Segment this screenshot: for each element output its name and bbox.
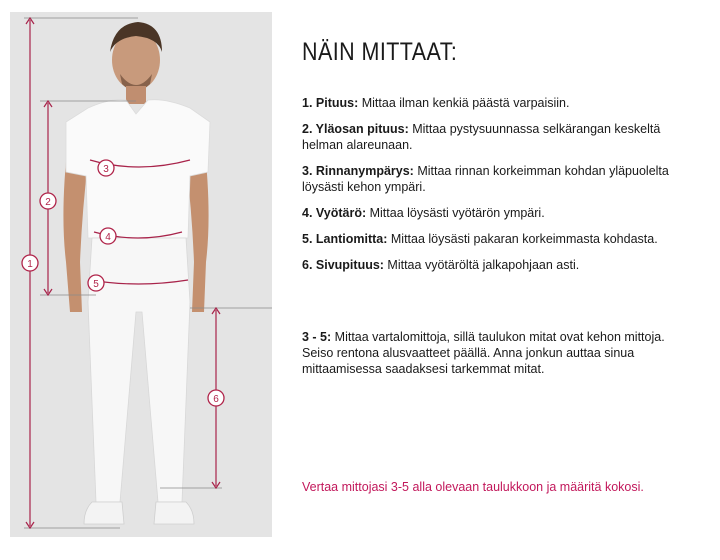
instruction-waist	[302, 205, 682, 221]
instruction-height	[302, 95, 682, 111]
note-text: Mittaa vartalomittoja, sillä taulukon mitat ovat kehon mittoja. Seiso rentona alusvaatteet päällä. Anna jonkun auttaa sinua mittaamisessa saadaksesi tarkemmat mitat.	[302, 330, 665, 376]
svg-text:1: 1	[27, 259, 33, 270]
marker-4	[100, 228, 116, 244]
instruction-hip	[302, 231, 682, 247]
instruction-chest	[302, 163, 682, 195]
svg-text:3: 3	[103, 164, 109, 175]
model-photo	[10, 12, 272, 537]
instruction-text: Mittaa löysästi vyötärön ympäri.	[366, 206, 545, 220]
marker-5	[88, 275, 104, 291]
model-right-shoe	[154, 502, 194, 524]
instruction-text: Mittaa löysästi pakaran korkeimmasta kohdasta.	[387, 232, 658, 246]
marker-3	[98, 160, 114, 176]
measurement-instructions	[302, 95, 682, 283]
instruction-label: 2. Yläosan pituus:	[302, 122, 409, 136]
body-measurement-note	[302, 329, 687, 377]
instruction-label: 1. Pituus:	[302, 96, 359, 110]
instruction-text: Mittaa rinnan korkeimman kohdan yläpuolelta löysästi kehon ympäri.	[302, 164, 669, 194]
size-compare-note: Vertaa mittojasi 3-5 alla olevaan taulukkoon ja määritä kokosi.	[302, 480, 644, 494]
instruction-label: 4. Vyötärö:	[302, 206, 367, 220]
svg-text:2: 2	[45, 197, 51, 208]
model-trousers	[88, 238, 190, 502]
marker-1	[22, 255, 38, 271]
svg-text:4: 4	[105, 232, 111, 243]
marker-6	[208, 390, 224, 406]
instruction-label: 6. Sivupituus:	[302, 258, 384, 272]
svg-text:6: 6	[213, 394, 219, 405]
svg-text:5: 5	[93, 279, 99, 290]
page-title: NÄIN MITTAAT:	[302, 38, 458, 66]
instruction-text: Mittaa vyötäröltä jalkapohjaan asti.	[383, 258, 580, 272]
instruction-label: 3. Rinnanympärys:	[302, 164, 414, 178]
instruction-label: 5. Lantiomitta:	[302, 232, 388, 246]
instruction-text: Mittaa pystysuunnassa selkärangan keskeltä helman alareunaan.	[302, 122, 661, 152]
note-label: 3 - 5:	[302, 330, 332, 344]
model-figure	[10, 12, 272, 537]
model-left-shoe	[84, 502, 124, 524]
instruction-side-length	[302, 257, 682, 273]
marker-2	[40, 193, 56, 209]
model-tshirt	[66, 100, 210, 238]
instruction-top-length	[302, 121, 682, 153]
instruction-text: Mittaa ilman kenkiä päästä varpaisiin.	[358, 96, 570, 110]
